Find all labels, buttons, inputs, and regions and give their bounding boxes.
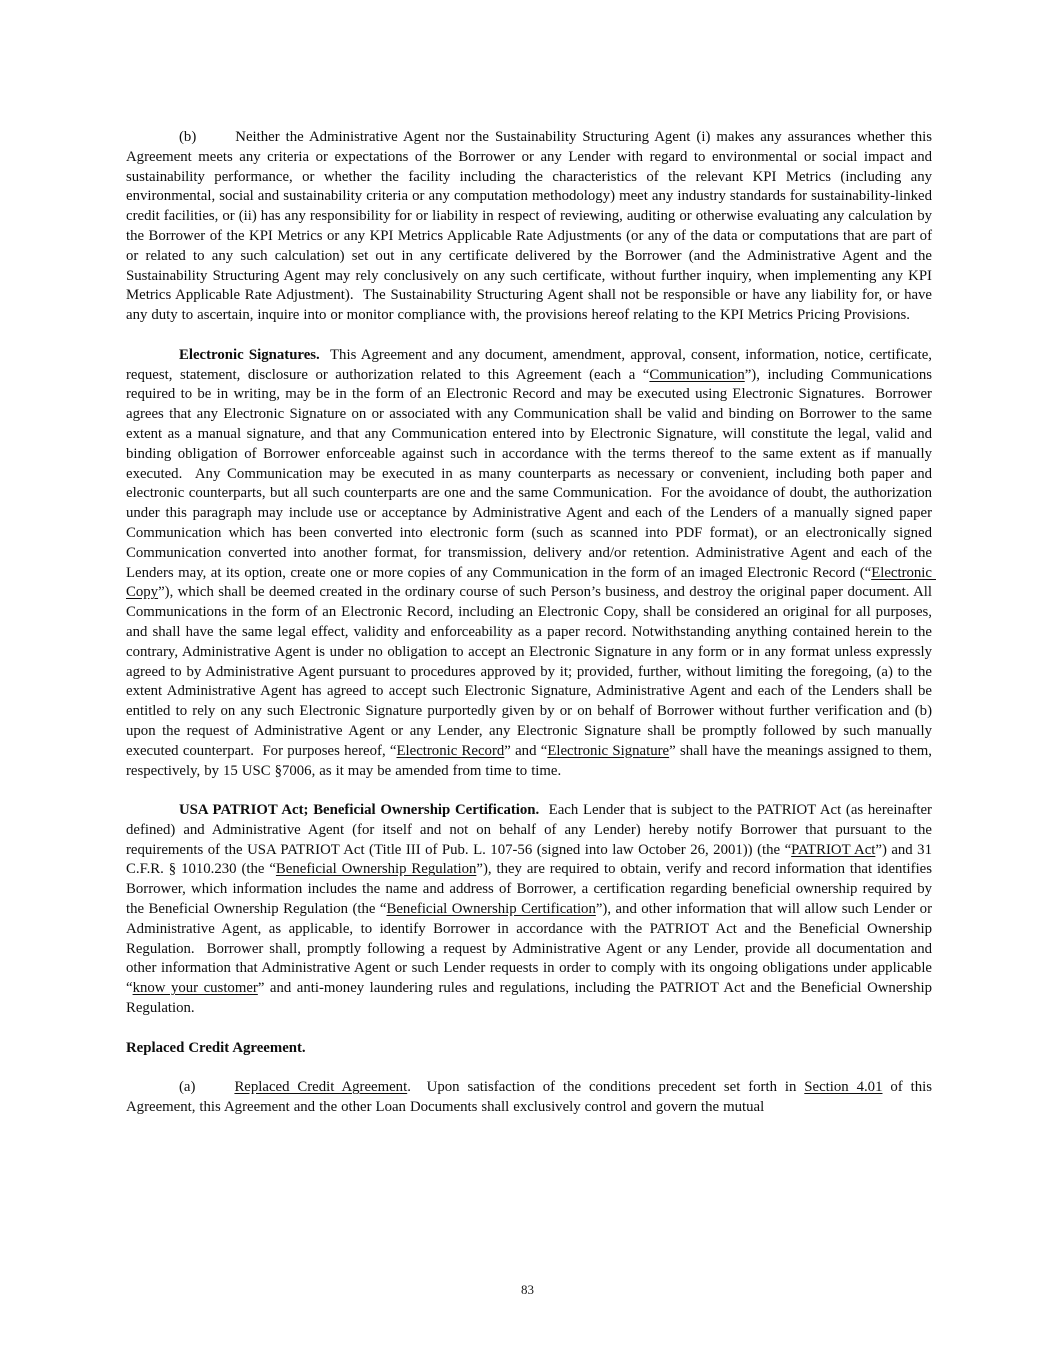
text-run: ” shall have the meanings assigned to them, respectively, by 15 USC §7006, as it may be amended from time to time. [126,742,936,779]
text-run: ”), they are required to obtain, verify and record information that identifies Borrower, which information includes the name and address of Borrower, a certification regarding beneficial ownership required by the Beneficial Ownership Regulation (the “ [126,861,937,918]
run-in-heading: USA PATRIOT Act; Beneficial Ownership Certification. [179,802,540,819]
text-run: ” and anti-money laundering rules and regulations, including the PATRIOT Act and the Beneficial Ownership Regulation. [126,980,936,1017]
defined-term: Replaced Credit Agreement [234,1079,408,1096]
defined-term: Beneficial Ownership Regulation [275,861,477,878]
defined-term: Electronic Record [396,742,505,759]
text-run: ” and “ [504,742,548,759]
document-body [126,128,937,1138]
text-run: ”), which shall be deemed created in the ordinary course of such Person’s business, and destroy the original paper document. All Communications in the form of an Electronic Record, including an Electronic Copy, shall be considered an original for all purposes, and shall have the same legal effect, validity and enforceability as a paper record. Notwithstanding anything contained herein to the contrary, Administrative Agent is under no obligation to accept an Electronic Signature in any form or in any format unless expressly agreed to by Administrative Agent pursuant to procedures approved by it; provided, further, without limiting the foregoing, (a) to the extent Administrative Agent has agreed to accept such Electronic Signature, Administrative Agent and each of the Lenders shall be entitled to rely on any such Electronic Signature purportedly given by or on behalf of Borrower without further verification and (b) upon the request of Administrative Agent or any Lender, any Electronic Signature shall be promptly followed by such manually executed counterpart. For purposes hereof, “ [126,584,936,759]
text-run: (a) [179,1079,196,1096]
defined-term: Section 4.01 [804,1079,883,1096]
text-run: . Upon satisfaction of the conditions precedent set forth in [407,1079,805,1096]
text-run: (b) [179,129,197,145]
defined-term: Electronic Signature [547,742,670,759]
defined-term: know your customer [132,980,258,997]
text-run: Neither the Administrative Agent nor the Sustainability Structuring Agent (i) makes any assurances whether this Agreement meets any criteria or expectations of the Borrower or any Lender with regard to environmental or social impact and sustainability performance, or whether the facility including the characteristics of the relevant KPI Metrics (including any environmental, social and sustainability criteria or any computation methodology) meet any industry standards for sustainability-linked credit facilities, or (ii) has any responsibility for or liability in respect of reviewing, auditing or otherwise evaluating any calculation by the Borrower of the KPI Metrics or any KPI Metrics Applicable Rate Adjustments (or any of the data or computations that are part of or related to any such calculation) set out in any certificate delivered by the Borrower (and the Administrative Agent and the Sustainability Structuring Agent may rely conclusively on any such certificate, without further inquiry, when implementing any KPI Metrics Applicable Rate Adjustment). The Sustainability Structuring Agent shall not be responsible or have any liability for, or have any duty to ascertain, inquire into or monitor compliance with, the provisions hereof relating to the KPI Metrics Pricing Provisions. [126,129,936,324]
defined-term: Communication [649,366,745,383]
page-number: 83 [521,1282,534,1297]
run-in-heading: Electronic Signatures. [179,346,320,363]
paragraph-b-sustainability-disclaimer [126,128,936,326]
paragraph-usa-patriot-act [126,801,937,1019]
text-run: ”) and 31 C.F.R. § 1010.230 (the “ [126,841,936,878]
text-run: ”), including Communications required to be in writing, may be in the form of an Electronic Record and may be executed using Electronic Signatures. Borrower agrees that any Electronic Signature on or associated with any Communication shall be valid and binding on Borrower to the same extent as a manual signature, and that any Communication entered into by Electronic Signature, will constitute the legal, valid and binding obligation of Borrower enforceable against such in accordance with the terms thereof to the same extent as if manually executed. Any Communication may be executed in as many counterparts as necessary or convenient, including both paper and electronic counterparts, but all such counterparts are one and the same Communication. For the avoidance of doubt, the authorization under this paragraph may include use or acceptance by Administrative Agent and each of the Lenders of a manually signed paper Communication which has been converted into electronic form (such as scanned into PDF format), or an electronically signed Communication converted into another format, for transmission, delivery and/or retention. Administrative Agent and each of the Lenders may, at its option, create one or more copies of any Communication in the form of an imaged Electronic Record (“ [126,366,937,581]
text-run: This Agreement and any document, amendment, approval, consent, information, notice, certificate, request, statement, disclosure or authorization related to this Agreement (each a “ [126,346,936,383]
defined-term: PATRIOT Act [791,841,876,858]
paragraph-electronic-signatures [126,346,937,782]
paragraph-a-replaced-credit-agreement [126,1078,936,1118]
defined-term: Electronic Copy [126,564,936,601]
text-run: Each Lender that is subject to the PATRIOT Act (as hereinafter defined) and Administrative Agent (for itself and not on behalf of any Lender) hereby notify Borrower that pursuant to the requirements of the USA PATRIOT Act (Title III of Pub. L. 107-56 (signed into law October 26, 2001)) (the “ [126,802,936,858]
text-run: ”), and other information that will allow such Lender or Administrative Agent, as applicable, to identify Borrower in accordance with the PATRIOT Act and the Beneficial Ownership Regulation. Borrower shall, promptly following a request by Administrative Agent or any Lender, provide all documentation and other information that Administrative Agent or such Lender requests in order to comply with its ongoing obligations under applicable “ [126,901,936,997]
text-run: of this Agreement, this Agreement and the other Loan Documents shall exclusively control and govern the mutual [126,1079,936,1116]
run-in-heading: Replaced Credit Agreement. [126,1039,306,1056]
defined-term: Beneficial Ownership Certification [386,901,596,918]
heading-replaced-credit-agreement [126,1039,932,1059]
